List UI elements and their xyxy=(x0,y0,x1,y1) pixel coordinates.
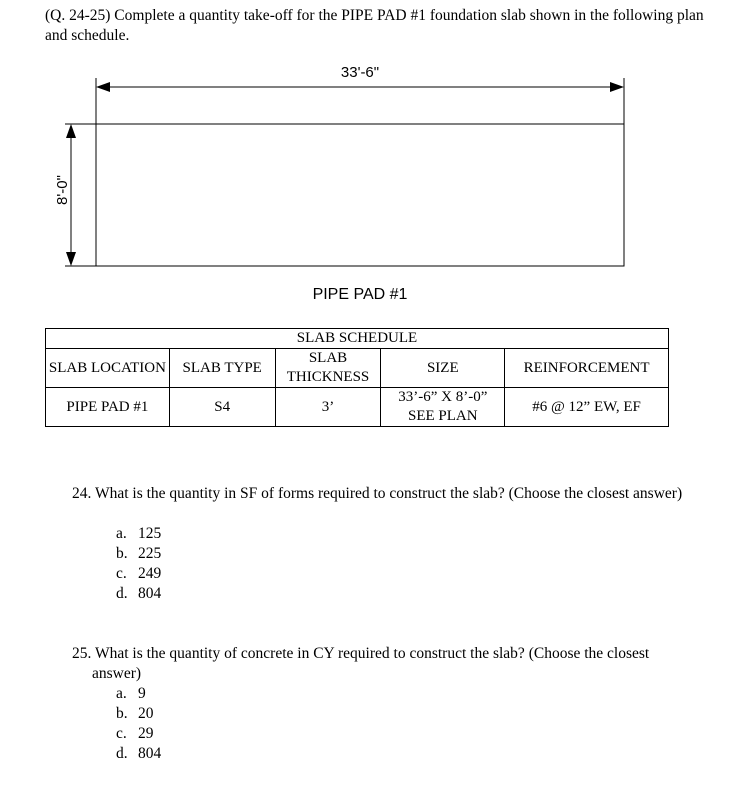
option-24-b[interactable] xyxy=(116,544,161,564)
plan-svg xyxy=(0,0,732,310)
width-dimension-text: 8'-0" xyxy=(54,175,71,205)
cell-reinforcement: #6 @ 12” EW, EF xyxy=(505,388,669,427)
option-letter: a. xyxy=(116,525,127,542)
option-letter: d. xyxy=(116,745,128,762)
option-24-c[interactable] xyxy=(116,564,161,584)
option-letter: d. xyxy=(116,585,128,602)
option-value: 20 xyxy=(138,705,154,722)
cell-thickness: 3’ xyxy=(275,388,381,427)
slab-schedule-table xyxy=(45,328,669,427)
option-25-a[interactable] xyxy=(116,684,161,704)
option-letter: b. xyxy=(116,705,128,722)
schedule-title: SLAB SCHEDULE xyxy=(46,329,669,349)
question-24-options xyxy=(116,524,161,604)
arrow-up-icon xyxy=(66,124,76,138)
question-intro: (Q. 24-25) Complete a quantity take-off for the PIPE PAD #1 foundation slab shown in the following plan and schedule. xyxy=(45,7,704,44)
header-size: SIZE xyxy=(381,349,505,388)
cell-type: S4 xyxy=(169,388,275,427)
question-25 xyxy=(0,644,692,684)
question-24 xyxy=(0,484,692,504)
header-reinforcement: REINFORCEMENT xyxy=(505,349,669,388)
option-letter: a. xyxy=(116,685,127,702)
pipe-pad-label: PIPE PAD #1 xyxy=(312,286,408,303)
slab-outline xyxy=(96,124,624,266)
option-24-a[interactable] xyxy=(116,524,161,544)
option-25-c[interactable] xyxy=(116,724,161,744)
question-24-text: 24. What is the quantity in SF of forms required to construct the slab? (Choose the closest answer) xyxy=(72,485,683,502)
size-line-2: SEE PLAN xyxy=(408,408,478,424)
slab-plan-drawing xyxy=(0,0,732,310)
cell-size xyxy=(381,388,505,427)
size-line-1: 33’-6” X 8’-0” xyxy=(398,389,488,405)
arrow-right-icon xyxy=(610,82,624,92)
option-value: 225 xyxy=(138,545,162,562)
option-letter: b. xyxy=(116,545,128,562)
arrow-left-icon xyxy=(96,82,110,92)
arrow-down-icon xyxy=(66,252,76,266)
header-slab-location: SLAB LOCATION xyxy=(46,349,170,388)
header-slab-type: SLAB TYPE xyxy=(169,349,275,388)
option-letter: c. xyxy=(116,565,127,582)
option-letter: c. xyxy=(116,725,127,742)
option-value: 249 xyxy=(138,565,162,582)
option-value: 125 xyxy=(138,525,162,542)
option-25-b[interactable] xyxy=(116,704,161,724)
question-25-options xyxy=(116,684,161,764)
option-25-d[interactable] xyxy=(116,744,161,764)
question-25-text: 25. What is the quantity of concrete in CY required to construct the slab? (Choose the closest answer) xyxy=(72,645,650,682)
option-value: 804 xyxy=(138,585,162,602)
cell-location: PIPE PAD #1 xyxy=(46,388,170,427)
length-dimension-text: 33'-6" xyxy=(340,64,380,81)
option-value: 804 xyxy=(138,745,162,762)
option-value: 9 xyxy=(138,685,146,702)
header-slab-thickness: SLAB THICKNESS xyxy=(275,349,381,388)
table-row xyxy=(46,388,669,427)
option-value: 29 xyxy=(138,725,154,742)
option-24-d[interactable] xyxy=(116,584,161,604)
